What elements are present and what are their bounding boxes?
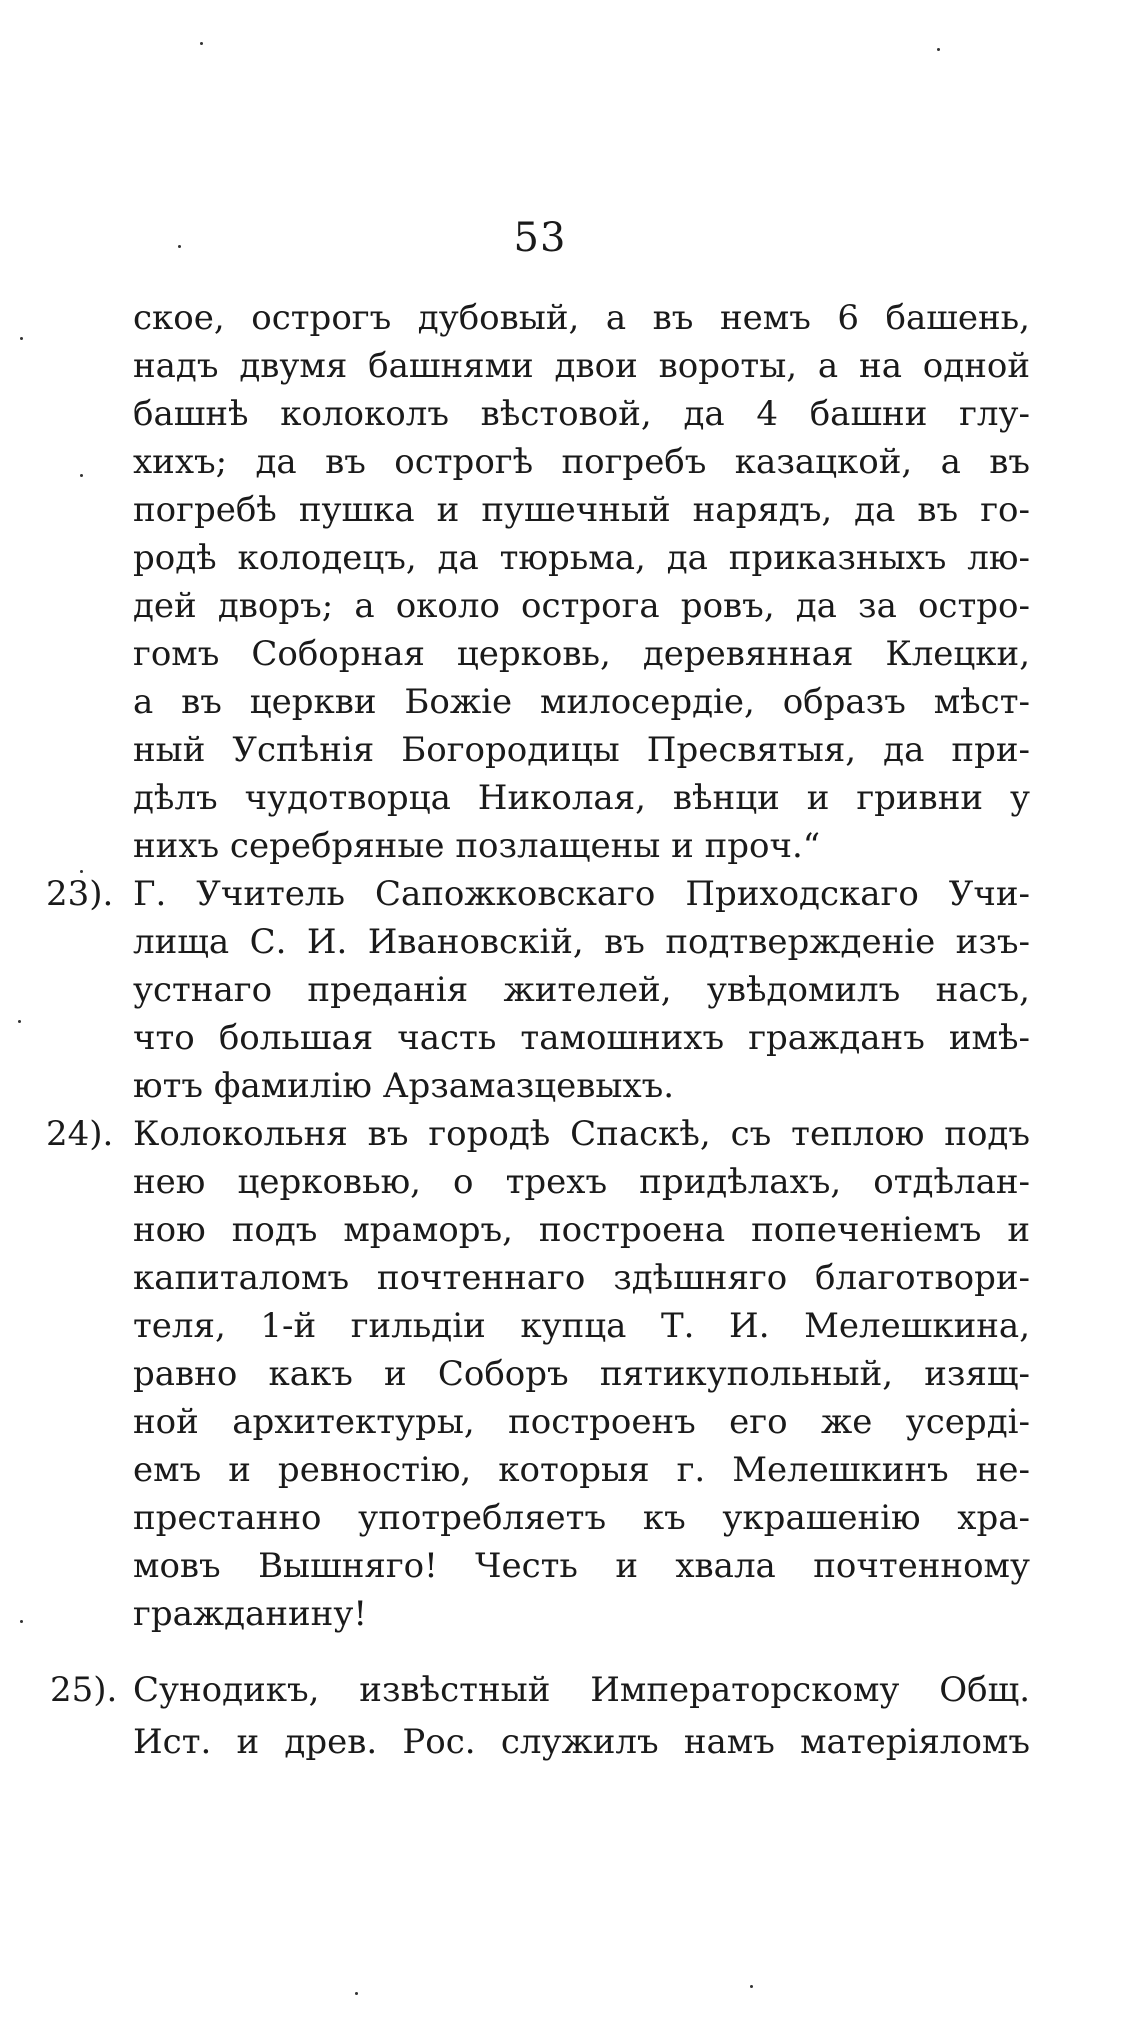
footnote-text-line: Колокольня въ городѣ Спаскѣ, съ теплою подъ: [133, 1114, 1030, 1154]
footnote-text-line: нею церковью, о трехъ придѣлахъ, отдѣлан-: [133, 1162, 1030, 1202]
footnote-text-line: Г. Учитель Сапожковскаго Приходскаго Учи-: [133, 874, 1030, 914]
text-line: а въ церкви Божіе милосердіе, образъ мѣст-: [133, 682, 1030, 722]
page-number: 53: [513, 215, 567, 261]
scan-speck: [750, 1985, 753, 1988]
footnote-text-line: лища С. И. Ивановскій, въ подтвержденіе изъ-: [133, 922, 1030, 962]
text-line: башнѣ колоколъ вѣстовой, да 4 башни глу-: [133, 394, 1030, 434]
footnote-marker: 23).: [46, 874, 114, 914]
scan-speck: [355, 1992, 358, 1995]
footnote-text-line: ютъ фамилію Арзамазцевыхъ.: [133, 1066, 675, 1106]
text-line: дей дворъ; а около острога ровъ, да за остро-: [133, 586, 1030, 626]
footnote-text-line: гражданину!: [133, 1594, 367, 1634]
scan-speck: [80, 870, 83, 873]
footnote-marker: 24).: [46, 1114, 114, 1154]
footnote-marker: 25).: [50, 1670, 118, 1710]
footnote-text-line: Ист. и древ. Рос. служилъ намъ матеріяломъ: [133, 1722, 1030, 1762]
scan-speck: [80, 474, 83, 477]
footnote-text-line: равно какъ и Соборъ пятикупольный, изящ-: [133, 1354, 1030, 1394]
footnote-text-line: ною подъ мраморъ, построена попеченіемъ и: [133, 1210, 1030, 1250]
text-line: ный Успѣнія Богородицы Пресвятыя, да при-: [133, 730, 1030, 770]
text-line: родѣ колодецъ, да тюрьма, да приказныхъ лю-: [133, 538, 1030, 578]
scan-speck: [178, 245, 181, 248]
scan-speck: [200, 42, 203, 45]
text-line: надъ двумя башнями двои вороты, а на одной: [133, 346, 1030, 386]
footnote-text-line: теля, 1-й гильдіи купца Т. И. Мелешкина,: [133, 1306, 1030, 1346]
scan-speck: [20, 1620, 23, 1623]
footnote-text-line: мовъ Вышняго! Честь и хвала почтенному: [133, 1546, 1030, 1586]
footnote-text-line: емъ и ревностію, которыя г. Мелешкинъ не-: [133, 1450, 1030, 1490]
footnote-text-line: что большая часть тамошнихъ гражданъ имѣ-: [133, 1018, 1030, 1058]
scan-speck: [937, 48, 940, 51]
footnote-text-line: капиталомъ почтеннаго здѣшняго благотвори-: [133, 1258, 1030, 1298]
text-line: нихъ серебряные позлащены и проч.“: [133, 826, 821, 866]
footnote-text-line: ной архитектуры, построенъ его же усерді-: [133, 1402, 1030, 1442]
text-line: дѣлъ чудотворца Николая, вѣнци и гривни у: [133, 778, 1030, 818]
scan-speck: [18, 1020, 21, 1023]
footnote-text-line: устнаго преданія жителей, увѣдомилъ насъ,: [133, 970, 1030, 1010]
text-line: ское, острогъ дубовый, а въ немъ 6 башень,: [133, 298, 1030, 338]
footnote-text-line: Сунодикъ, извѣстный Императорскому Общ.: [133, 1670, 1030, 1710]
text-line: погребѣ пушка и пушечный нарядъ, да въ го-: [133, 490, 1030, 530]
text-line: гомъ Соборная церковь, деревянная Клецки,: [133, 634, 1030, 674]
scan-speck: [20, 337, 23, 340]
footnote-text-line: престанно употребляетъ къ украшенію хра-: [133, 1498, 1030, 1538]
text-line: хихъ; да въ острогѣ погребъ казацкой, а въ: [133, 442, 1030, 482]
